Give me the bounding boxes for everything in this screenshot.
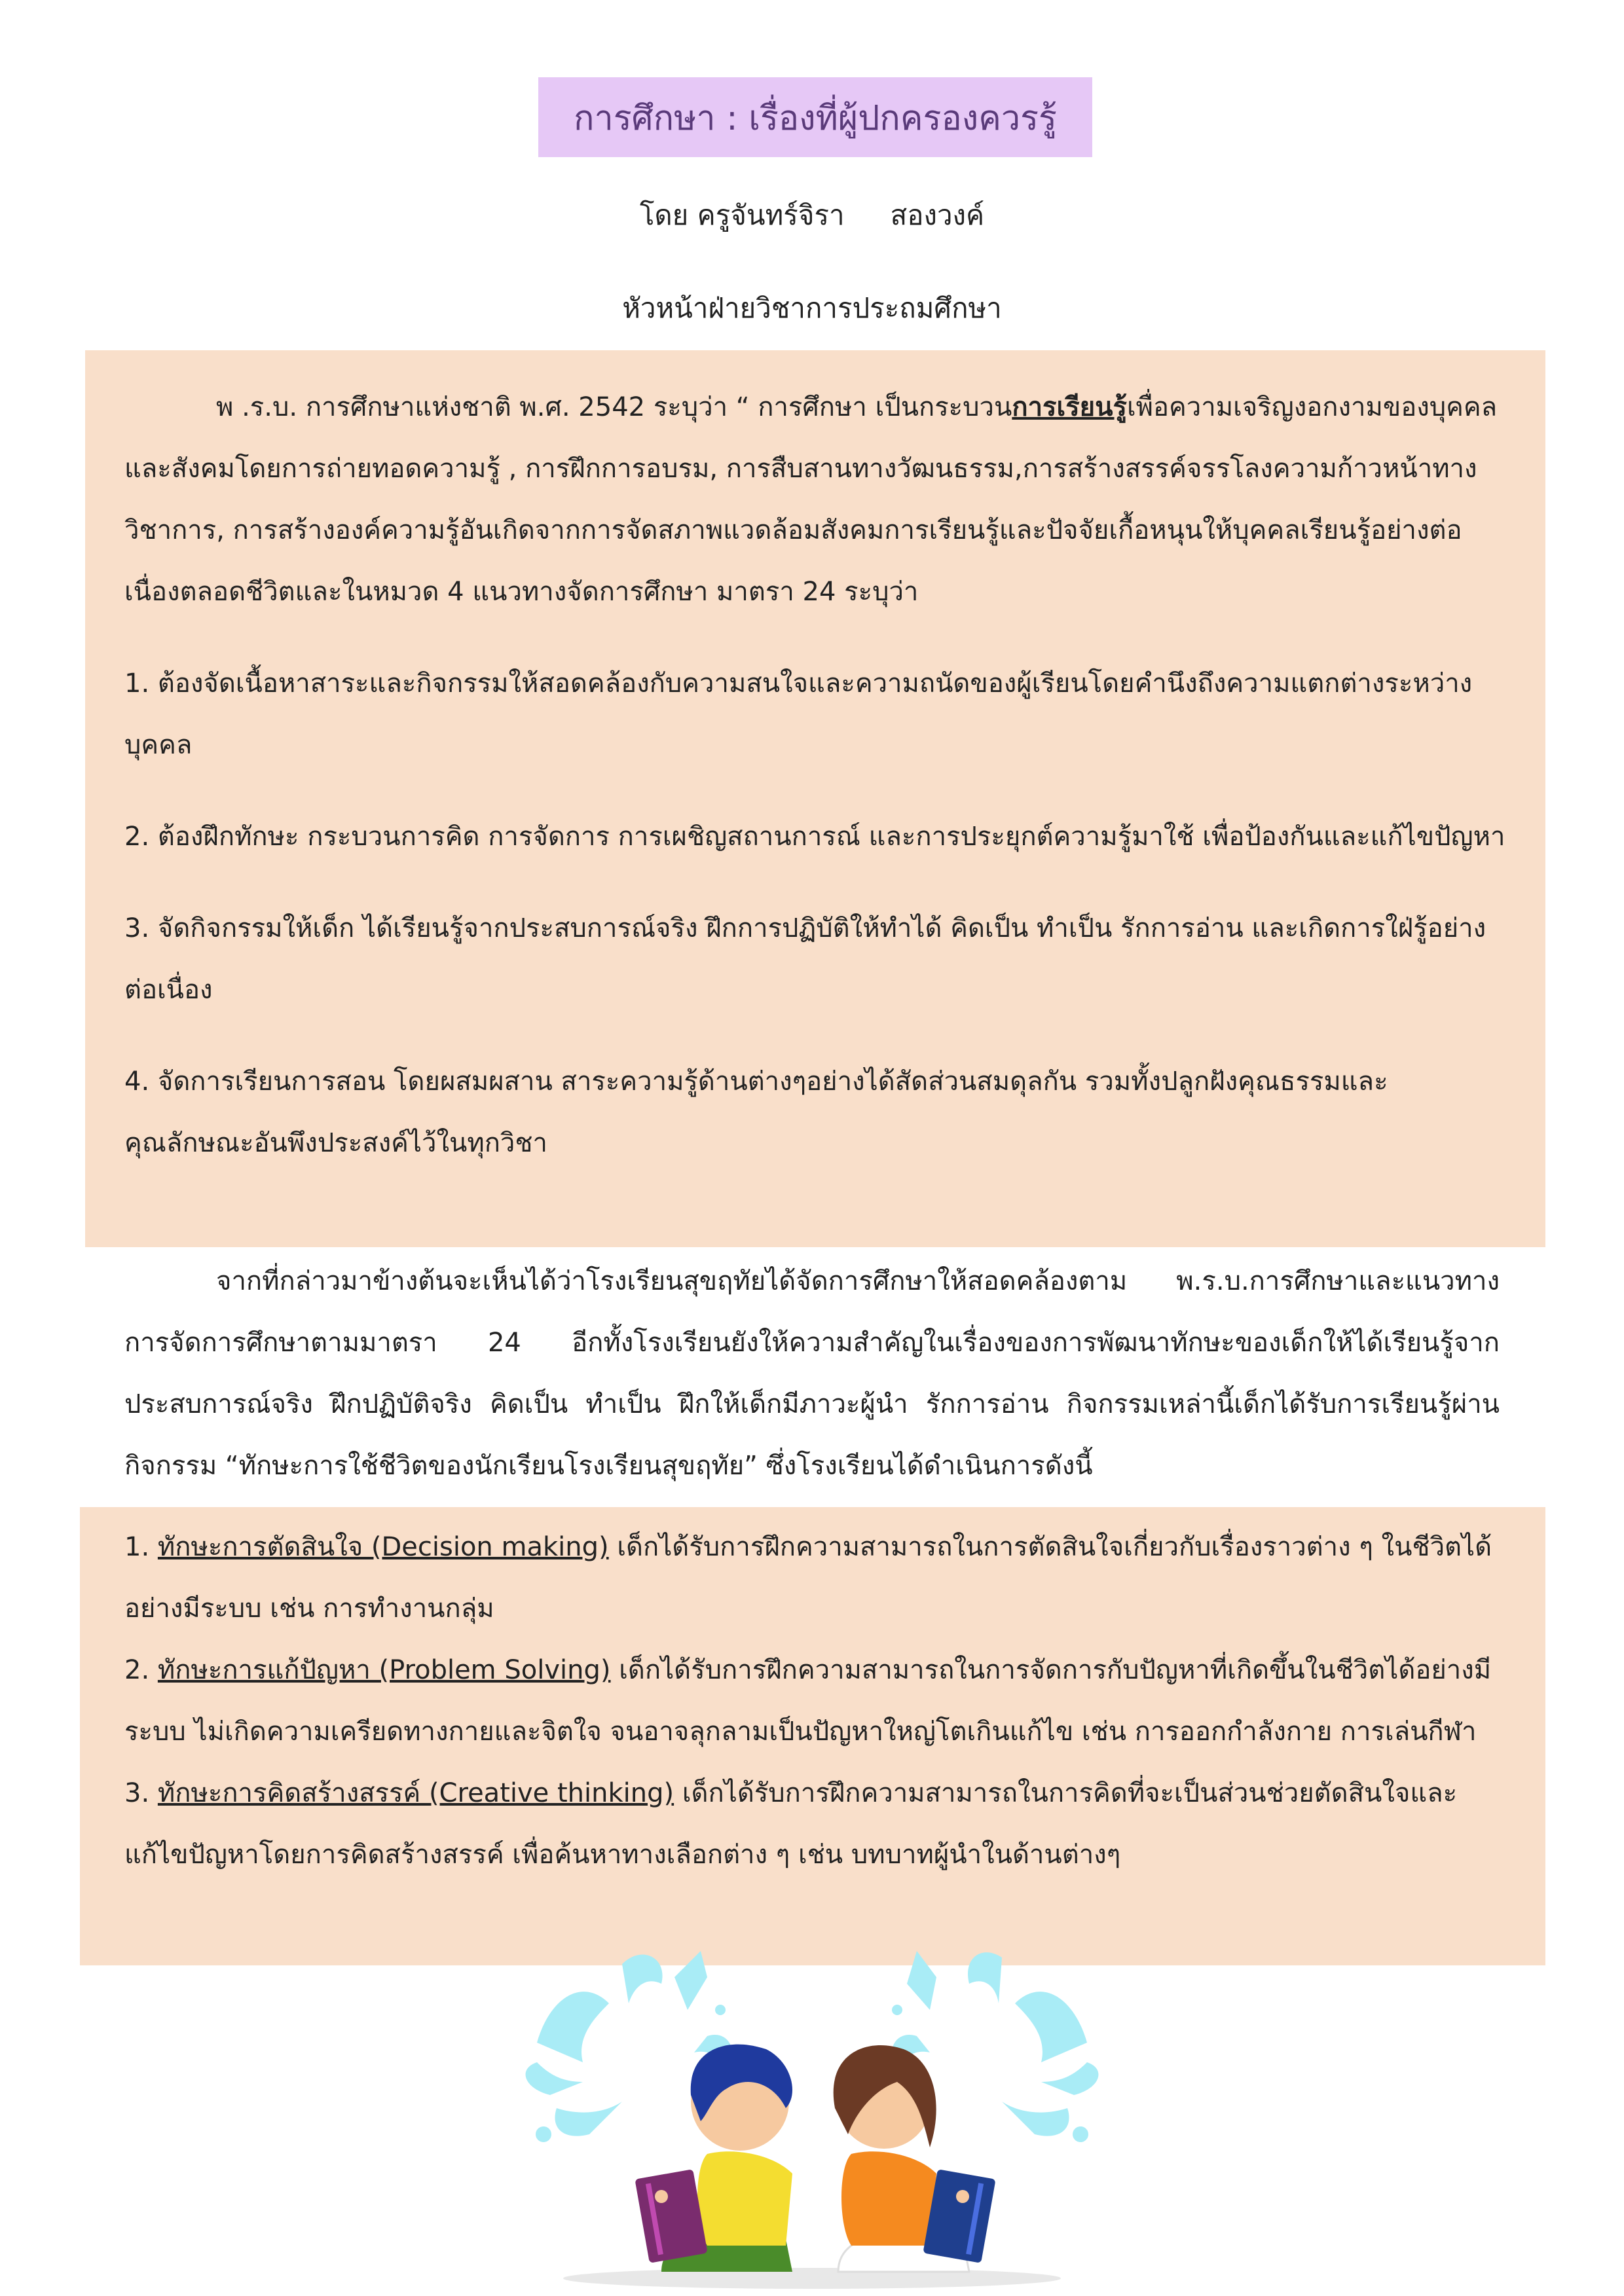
law-intro bbox=[124, 376, 1506, 623]
skill-item-2 bbox=[124, 1639, 1501, 1762]
law-item-4: 4. จัดการเรียนการสอน โดยผสมผสาน สาระความรู้ด้านต่างๆอย่างได้สัดส่วนสมดุลกัน รวมทั้งปลูกฝังคุณธรรมและคุณลักษณะอันพึงประสงค์ไว้ในทุกวิชา bbox=[124, 1066, 1388, 1158]
skill-1-name: ทักษะการตัดสินใจ (Decision making) bbox=[157, 1532, 609, 1562]
skill-2-name: ทักษะการแก้ปัญหา (Problem Solving) bbox=[157, 1655, 611, 1685]
page-title bbox=[538, 77, 1092, 157]
girl-figure bbox=[834, 2045, 996, 2272]
law-item-3: 3. จัดกิจกรรมให้เด็ก ได้เรียนรู้จากประสบการณ์จริง ฝึกการปฏิบัติให้ทำได้ คิดเป็น ทำเป็น รักการอ่าน และเกิดการใฝ่รู้อย่างต่อเนื่อง bbox=[124, 913, 1486, 1005]
skill-2-desc: เด็กได้รับการฝึกความสามารถในการจัดการกับปัญหาที่เกิดขึ้นในชีวิตได้อย่างมีระบบ ไม่เกิดความเครียดทางกายและจิตใจ จนอาจลุกลามเป็นปัญหาใหญ่โตเกินแก้ไข เช่น การออกกำลังกาย การเล่นกีฬา bbox=[124, 1655, 1492, 1747]
skills-section bbox=[80, 1507, 1545, 1965]
law-intro-after: เพื่อความเจริญงอกงามของบุคคลและสังคมโดยการถ่ายทอดความรู้ , การฝึกการอบรม, การสืบสานทางวัฒนธรรม,การสร้างสรรค์จรรโลงความก้าวหน้าทางวิชาการ, การสร้างองค์ความรู้อันเกิดจากการจัดสภาพแวดล้อมสังคมการเรียนรู้และปัจจัยเกื้อหนุนให้บุคคลเรียนรู้อย่างต่อเนื่องตลอดชีวิตและในหมวด 4 แนวทางจัดการศึกษา มาตรา 24 ระบุว่า bbox=[124, 392, 1498, 607]
school-paragraph: จากที่กล่าวมาข้างต้นจะเห็นได้ว่าโรงเรียนสุขฤทัยได้จัดการศึกษาให้สอดคล้องตาม พ.ร.บ.การศึกษาและแนวทางการจัดการศึกษาตามมาตรา 24 อีกทั้งโรงเรียนยังให้ความสำคัญในเรื่องของการพัฒนาทักษะของเด็กให้ได้เรียนรู้จากประสบการณ์จริง ฝึกปฏิบัติจริง คิดเป็น ทำเป็น ฝึกให้เด็กมีภาวะผู้นำ รักการอ่าน กิจกรรมเหล่านี้เด็กได้รับการเรียนรู้ผ่านกิจกรรม “ทักษะการใช้ชีวิตของนักเรียนโรงเรียนสุขฤทัย” ซึ่งโรงเรียนได้ดำเนินการดังนี้ bbox=[124, 1266, 1500, 1481]
law-item-1: 1. ต้องจัดเนื้อหาสาระและกิจกรรมให้สอดคล้องกับความสนใจและความถนัดของผู้เรียนโดยคำนึงถึงความแตกต่างระหว่างบุคคล bbox=[124, 668, 1473, 760]
author-position: หัวหน้าฝ่ายวิชาการประถมศึกษา bbox=[622, 292, 1002, 324]
law-section bbox=[85, 350, 1545, 1247]
skill-2-number: 2. bbox=[124, 1655, 150, 1685]
skill-1-desc: เด็กได้รับการฝึกความสามารถในการตัดสินใจเกี่ยวกับเรื่องราวต่าง ๆ ในชีวิตได้อย่างมีระบบ เช่น การทำงานกลุ่ม bbox=[124, 1532, 1492, 1624]
page-title-text: การศึกษา : เรื่องที่ผู้ปกครองควรรู้ bbox=[574, 98, 1057, 138]
skill-3-number: 3. bbox=[124, 1778, 150, 1808]
law-intro-emphasis: การเรียนรู้ bbox=[1012, 392, 1127, 422]
law-item-2: 2. ต้องฝึกทักษะ กระบวนการคิด การจัดการ การเผชิญสถานการณ์ และการประยุกต์ความรู้มาใช้ เพื่อป้องกันและแก้ไขปัญหา bbox=[124, 822, 1505, 852]
ground-shadow bbox=[563, 2268, 1061, 2289]
skill-item-3 bbox=[124, 1762, 1501, 1886]
author-line bbox=[0, 194, 1624, 237]
boy-figure bbox=[635, 2045, 792, 2272]
author-name: โดย ครูจันทร์จิรา bbox=[639, 199, 845, 231]
skill-3-name: ทักษะการคิดสร้างสรรค์ (Creative thinking) bbox=[157, 1778, 674, 1808]
law-intro-before: พ .ร.บ. การศึกษาแห่งชาติ พ.ศ. 2542 ระบุว่า “ การศึกษา เป็นกระบวน bbox=[216, 392, 1012, 422]
skill-1-number: 1. bbox=[124, 1532, 150, 1562]
author-surname: สองวงค์ bbox=[890, 199, 985, 231]
skill-3-desc: เด็กได้รับการฝึกความสามารถในการคิดที่จะเป็นส่วนช่วยตัดสินใจและแก้ไขปัญหาโดยการคิดสร้างสรรค์ เพื่อค้นหาทางเลือกต่าง ๆ เช่น บทบาทผู้นำในด้านต่างๆ bbox=[124, 1778, 1458, 1870]
children-reading-books-icon bbox=[511, 1938, 1113, 2296]
skill-item-1 bbox=[124, 1516, 1501, 1639]
